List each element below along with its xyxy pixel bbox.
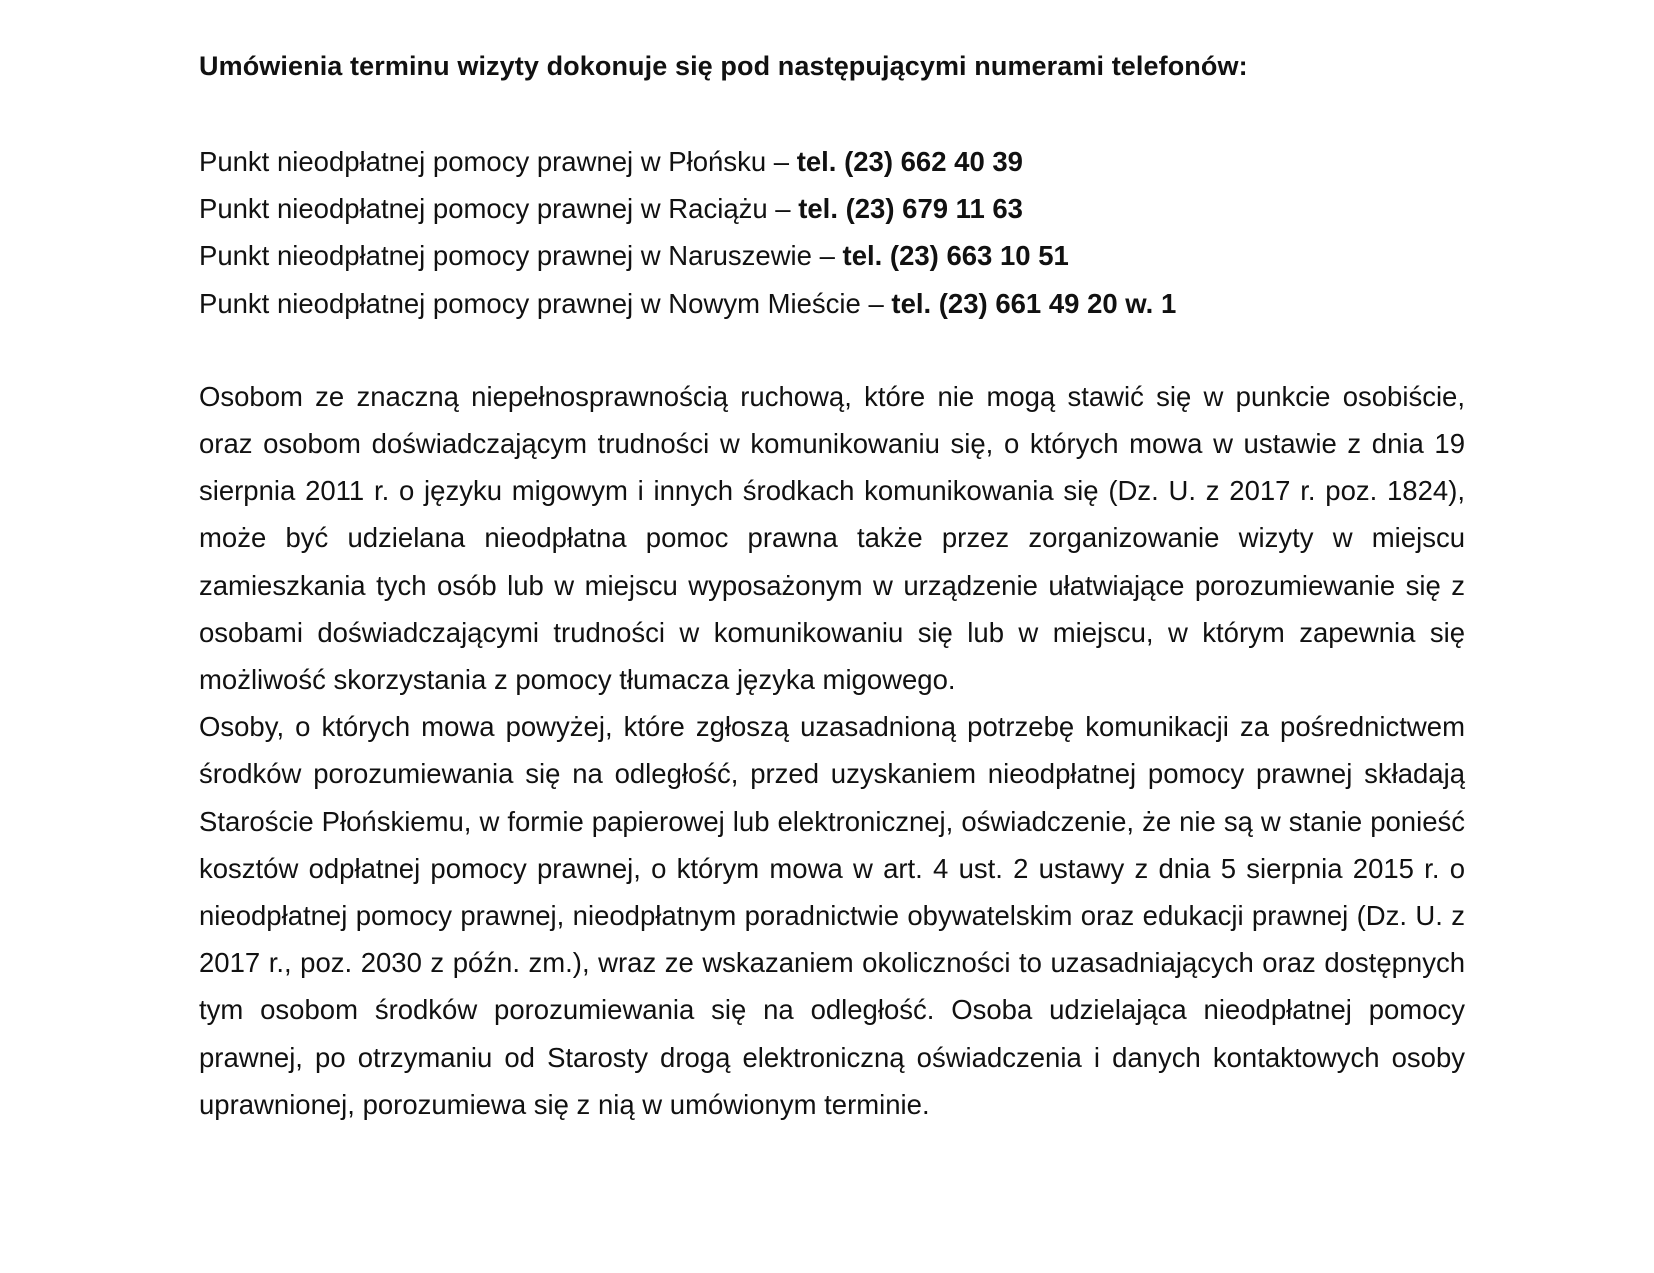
phone-list — [199, 138, 1465, 327]
phone-number: tel. (23) 661 49 20 w. 1 — [891, 287, 1177, 319]
paragraph-home-visit: Osobom ze znaczną niepełnosprawnością ruchową, które nie mogą stawić się w punkcie osobiście, oraz osobom doświadczającym trudności w komunikowaniu się, o których mowa w ustawie z dnia 19 sierpnia 2011 r. o języku migowym i innych środkach komunikowania się (Dz. U. z 2017 r. poz. 1824), może być udzielana nieodpłatna pomoc prawna także przez zorganizowanie wizyty w miejscu zamieszkania tych osób lub w miejscu wyposażonym w urządzenie ułatwiające porozumiewanie się z osobami doświadczającymi trudności w komunikowaniu się lub w miejscu, w którym zapewnia się możliwość skorzystania z pomocy tłumacza języka migowego. — [199, 380, 1465, 696]
phone-entry-plonsk — [199, 138, 1465, 185]
phone-entry-raciaz — [199, 185, 1465, 232]
phone-entry-nowe-miasto — [199, 280, 1465, 327]
document-heading: Umówienia terminu wizyty dokonuje się pod następującymi numerami telefonów: — [199, 51, 1248, 81]
phone-number: tel. (23) 679 11 63 — [798, 193, 1023, 225]
phone-entry-label: Punkt nieodpłatnej pomocy prawnej w Nowym Mieście – — [199, 287, 892, 319]
paragraph-remote-communication: Osoby, o których mowa powyżej, które zgłoszą uzasadnioną potrzebę komunikacji za pośrednictwem środków porozumiewania się na odległość, przed uzyskaniem nieodpłatnej pomocy prawnej składają Staroście Płońskiemu, w formie papierowej lub elektronicznej, oświadczenie, że nie są w stanie ponieść kosztów odpłatnej pomocy prawnej, o którym mowa w art. 4 ust. 2 ustawy z dnia 5 sierpnia 2015 r. o nieodpłatnej pomocy prawnej, nieodpłatnym poradnictwie obywatelskim oraz edukacji prawnej (Dz. U. z 2017 r., poz. 2030 z późn. zm.), wraz ze wskazaniem okoliczności to uzasadniających oraz dostępnych tym osobom środków porozumiewania się na odległość. Osoba udzielająca nieodpłatnej pomocy prawnej, po otrzymaniu od Starosty drogą elektroniczną oświadczenia i danych kontaktowych osoby uprawnionej, porozumiewa się z nią w umówionym terminie. — [199, 711, 1465, 1120]
phone-number: tel. (23) 663 10 51 — [842, 240, 1069, 272]
body-text — [199, 373, 1465, 1128]
phone-entry-naruszewo — [199, 232, 1465, 279]
document-page — [199, 46, 1465, 1128]
phone-entry-label: Punkt nieodpłatnej pomocy prawnej w Raciążu – — [199, 193, 799, 225]
phone-entry-label: Punkt nieodpłatnej pomocy prawnej w Naruszewie – — [199, 240, 843, 272]
phone-entry-label: Punkt nieodpłatnej pomocy prawnej w Płońsku – — [199, 146, 797, 177]
phone-number: tel. (23) 662 40 39 — [796, 146, 1023, 177]
